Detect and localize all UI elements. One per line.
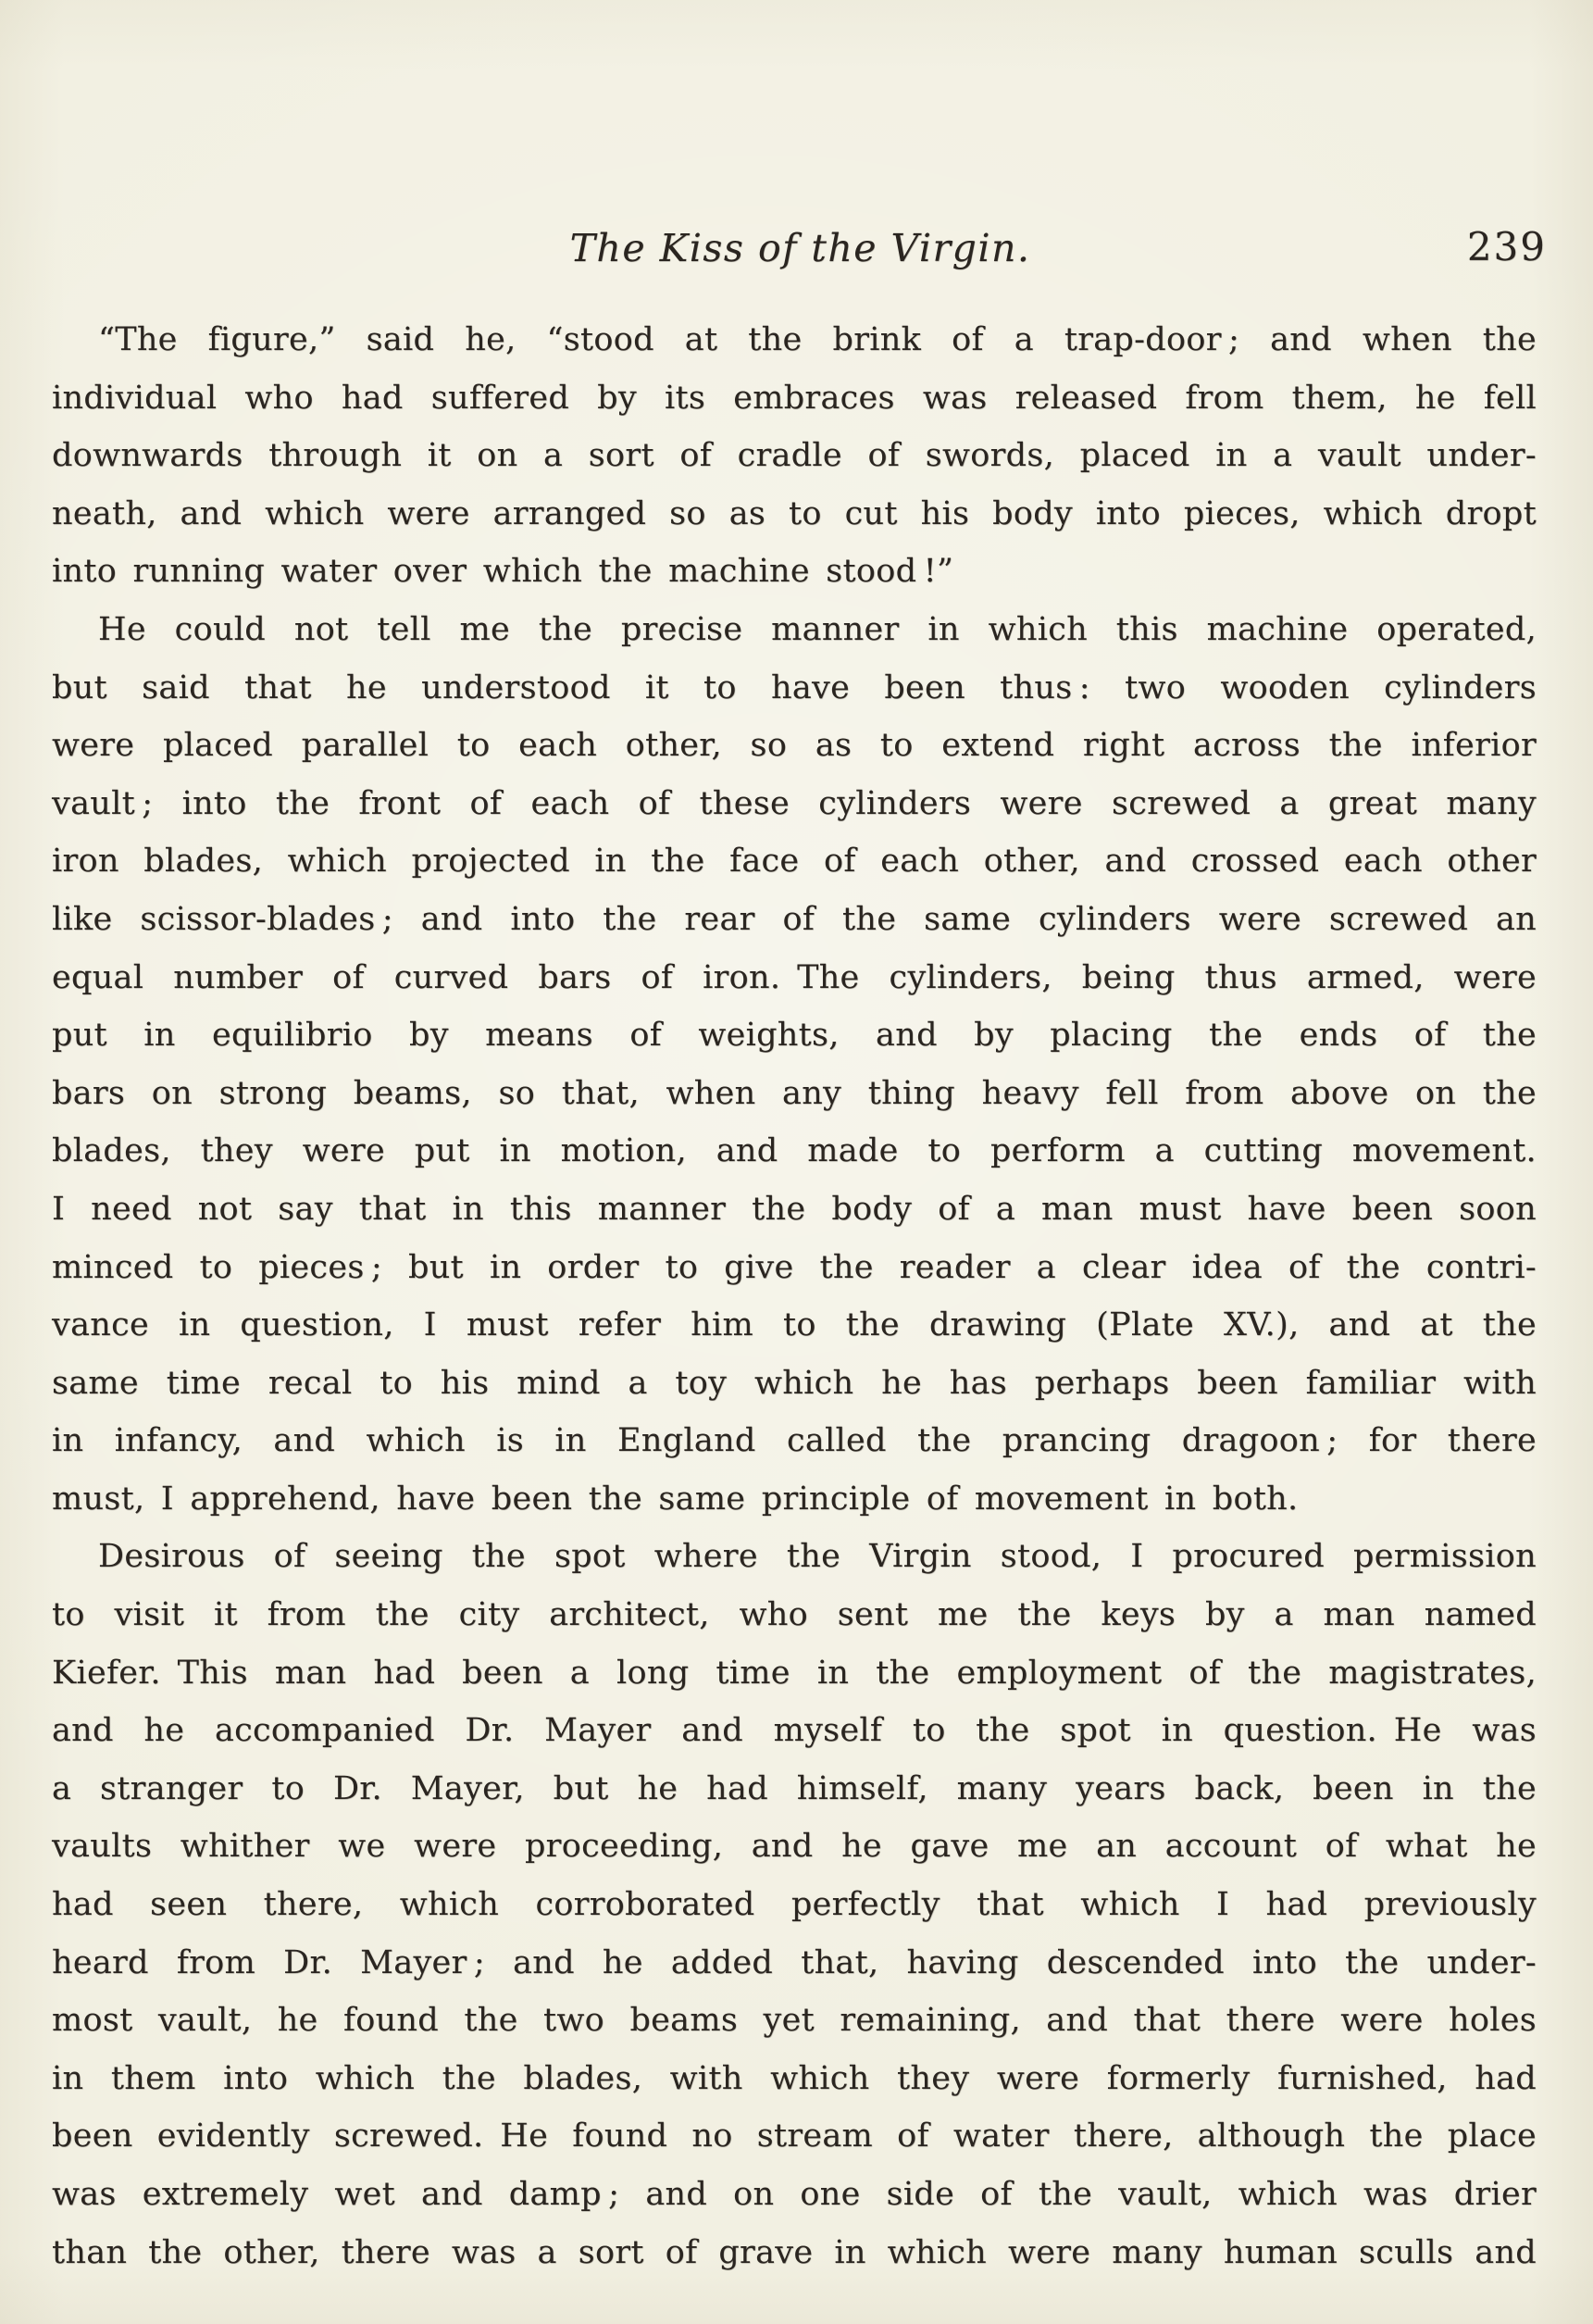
text-line: were placed parallel to each other, so as to extend right across the inferior bbox=[52, 727, 1537, 765]
text-line: been evidently screwed. He found no stream of water there, although the place bbox=[52, 2118, 1537, 2155]
text-line: like scissor-blades ; and into the rear of the same cylinders were screwed an bbox=[52, 900, 1537, 938]
running-title: The Kiss of the Virgin. bbox=[569, 226, 1031, 270]
text-block bbox=[52, 311, 1537, 2281]
text-line: but said that he understood it to have been thus : two wooden cylinders bbox=[52, 668, 1537, 706]
text-line: bars on strong beams, so that, when any thing heavy fell from above on the bbox=[52, 1074, 1537, 1112]
text-line: individual who had suffered by its embraces was released from them, he fell bbox=[52, 379, 1537, 417]
text-line: had seen there, which corroborated perfectly that which I had previously bbox=[52, 1886, 1537, 1924]
text-line: same time recal to his mind a toy which he has perhaps been familiar with bbox=[52, 1364, 1537, 1402]
text-line: vault ; into the front of each of these cylinders were screwed a great many bbox=[52, 784, 1537, 822]
text-line: in infancy, and which is in England called the prancing dragoon ; for there bbox=[52, 1422, 1537, 1460]
text-line: in them into which the blades, with which they were formerly furnished, had bbox=[52, 2059, 1537, 2097]
text-line: most vault, he found the two beams yet remaining, and that there were holes bbox=[52, 2002, 1537, 2040]
text-line: was extremely wet and damp ; and on one side of the vault, which was drier bbox=[52, 2176, 1537, 2213]
text-line: must, I apprehend, have been the same principle of movement in both. bbox=[52, 1480, 1299, 1518]
text-line: heard from Dr. Mayer ; and he added that, having descended into the under- bbox=[52, 1943, 1537, 1981]
text-line: iron blades, which projected in the face of each other, and crossed each other bbox=[52, 843, 1537, 881]
text-line: Kiefer. This man had been a long time in the employment of the magistrates, bbox=[52, 1654, 1537, 1692]
text-line: vaults whither we were proceeding, and he gave me an account of what he bbox=[52, 1828, 1537, 1866]
text-line: I need not say that in this manner the body of a man must have been soon bbox=[52, 1190, 1537, 1228]
text-line: put in equilibrio by means of weights, and by placing the ends of the bbox=[52, 1017, 1537, 1055]
text-line: and he accompanied Dr. Mayer and myself to the spot in question. He was bbox=[52, 1712, 1537, 1750]
page-number: 239 bbox=[1466, 224, 1547, 269]
text-line: downwards through it on a sort of cradle of swords, placed in a vault under- bbox=[52, 437, 1537, 475]
text-line: to visit it from the city architect, who sent me the keys by a man named bbox=[52, 1596, 1537, 1634]
text-line: blades, they were put in motion, and made to perform a cutting movement. bbox=[52, 1132, 1537, 1170]
text-line: equal number of curved bars of iron. The cylinders, being thus armed, were bbox=[52, 958, 1537, 996]
text-line: than the other, there was a sort of grave in which were many human sculls and bbox=[52, 2233, 1537, 2271]
text-line: vance in question, I must refer him to the drawing (Plate XV.), and at the bbox=[52, 1306, 1537, 1344]
page-header bbox=[52, 226, 1549, 283]
text-line: a stranger to Dr. Mayer, but he had himself, many years back, been in the bbox=[52, 1769, 1537, 1807]
text-line: neath, and which were arranged so as to cut his body into pieces, which dropt bbox=[52, 494, 1537, 532]
text-line: minced to pieces ; but in order to give the reader a clear idea of the contri- bbox=[52, 1248, 1537, 1286]
text-line: He could not tell me the precise manner in which this machine operated, bbox=[98, 610, 1537, 648]
text-line: into running water over which the machine stood !” bbox=[52, 553, 954, 591]
text-line: “The figure,” said he, “stood at the brink of a trap-door ; and when the bbox=[98, 321, 1537, 358]
text-line: Desirous of seeing the spot where the Virgin stood, I procured permission bbox=[98, 1538, 1537, 1576]
